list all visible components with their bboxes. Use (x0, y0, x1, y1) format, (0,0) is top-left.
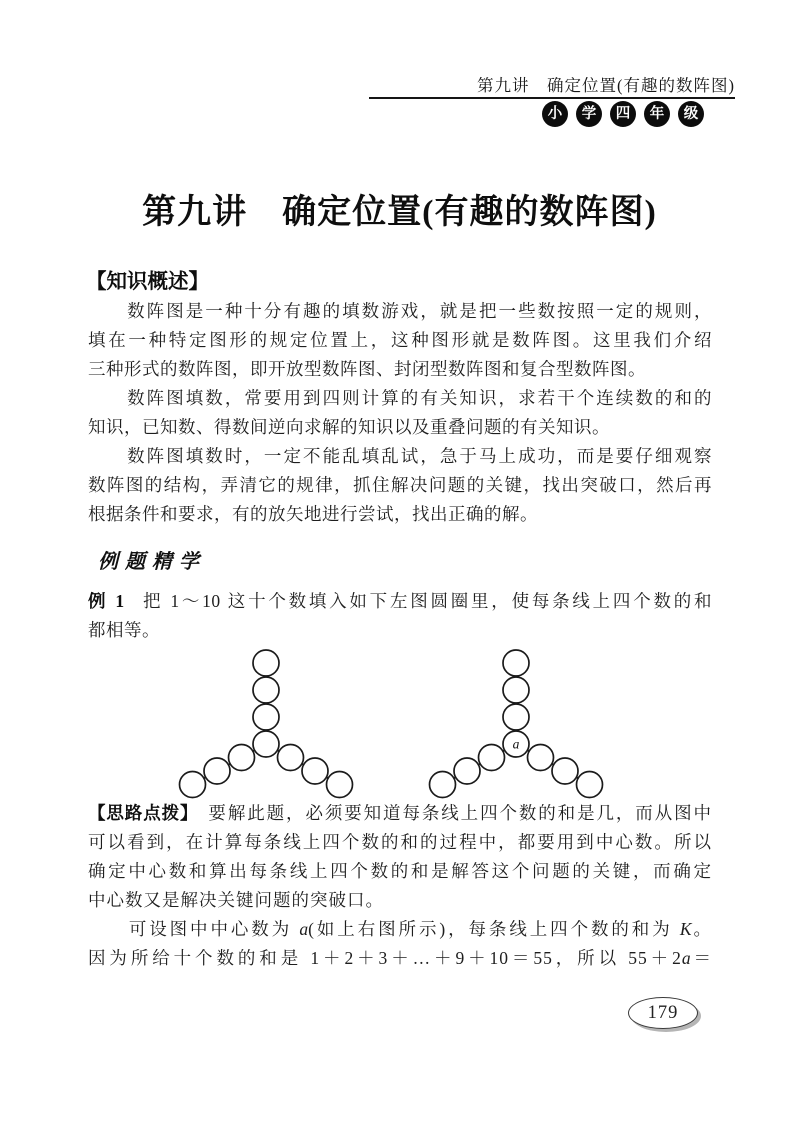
example1-text: 把 1～10 这十个数填入如下左图圆圈里，使每条线上四个数的和 (140, 591, 713, 611)
node-circle (180, 772, 206, 798)
variable-k: K (679, 919, 692, 939)
knowledge-paragraph-2: 数阵图填数，常要用到四则计算的有关知识，求若干个连续数的和的 知识，已知数、得数间逆向求解的知识以及重叠问题的有关知识。 (88, 388, 712, 437)
node-circle (503, 704, 529, 730)
center-variable-label: a (512, 736, 520, 752)
hints-label: 【思路点拨】 (88, 803, 199, 823)
grade-badge-char: 年 (644, 101, 670, 127)
hints-rest-lines: 可以看到，在计算每条线上四个数的和的过程中，都要用到中心数。所以 确定中心数和算出每条线上四个数的和是解答这个问题的关键，而确定 中心数又是解决关键问题的突破口。 (88, 832, 712, 910)
node-circles (180, 650, 353, 798)
solution-line2 (88, 944, 712, 973)
solution-text: 。 (691, 919, 713, 939)
node-circle (278, 745, 304, 771)
page-title: 第九讲 确定位置(有趣的数阵图) (142, 194, 657, 231)
node-circle (302, 758, 328, 784)
node-circles (430, 650, 603, 798)
node-circle (503, 677, 529, 703)
knowledge-overview-heading: 【知识概述】 (86, 271, 209, 293)
variable-a: a (681, 948, 691, 968)
node-circle (253, 704, 279, 730)
example1-line2: 都相等。 (88, 620, 160, 640)
node-circle (253, 677, 279, 703)
example1-label: 例 1 (88, 591, 125, 611)
node-circle (253, 650, 279, 676)
solution-text: 可设图中中心数为 (88, 919, 300, 939)
node-circle-center (253, 731, 279, 757)
circle-y-diagram-right (426, 644, 606, 800)
hints-text: 要解此题，必须要知道每条线上四个数的和是几，而从图中 (208, 803, 713, 823)
node-circle (577, 772, 603, 798)
grade-badge-char: 小 (542, 101, 568, 127)
node-circle (503, 650, 529, 676)
variable-a: a (299, 919, 309, 939)
header-rule (369, 97, 735, 99)
node-circle (552, 758, 578, 784)
grade-badge-char: 级 (678, 101, 704, 127)
solution-body (88, 915, 712, 973)
page-number: 179 (628, 997, 698, 1029)
example1-line1 (88, 587, 712, 616)
solution-text: (如上右图所示)，每条线上四个数的和为 (308, 919, 680, 939)
node-circle (430, 772, 456, 798)
node-circle (479, 745, 505, 771)
grade-badge-char: 学 (576, 101, 602, 127)
node-circle (528, 745, 554, 771)
examples-section-heading: 例题精学 (98, 551, 206, 573)
knowledge-overview-body (88, 297, 712, 529)
running-header: 第九讲 确定位置(有趣的数阵图) (477, 76, 735, 95)
node-circle (204, 758, 230, 784)
knowledge-paragraph-3: 数阵图填数时，一定不能乱填乱试，急于马上成功，而是要仔细观察 数阵图的结构，弄清它的规律，抓住解决问题的关键，找出突破口，然后再 根据条件和要求，有的放矢地进行尝试，找出正确的解。 (88, 446, 712, 524)
grade-badge-char: 四 (610, 101, 636, 127)
solution-text: ＝ (690, 948, 713, 968)
grade-badge (542, 101, 704, 127)
node-circle (327, 772, 353, 798)
hints-line1 (88, 799, 712, 828)
node-circle (454, 758, 480, 784)
solution-text: 因为所给十个数的和是 1＋2＋3＋…＋9＋10＝55，所以 55＋2 (88, 948, 682, 968)
circle-y-diagram-left (176, 644, 356, 800)
example1-statement (88, 587, 712, 645)
knowledge-paragraph-1: 数阵图是一种十分有趣的填数游戏，就是把一些数按照一定的规则， 填在一种特定图形的规定位置上，这种图形就是数阵图。这里我们介绍 三种形式的数阵图，即开放型数阵图、封闭型数阵图和复合型数阵图。 (88, 301, 712, 379)
solution-line1 (88, 915, 712, 944)
hints-body (88, 799, 712, 915)
node-circle (229, 745, 255, 771)
